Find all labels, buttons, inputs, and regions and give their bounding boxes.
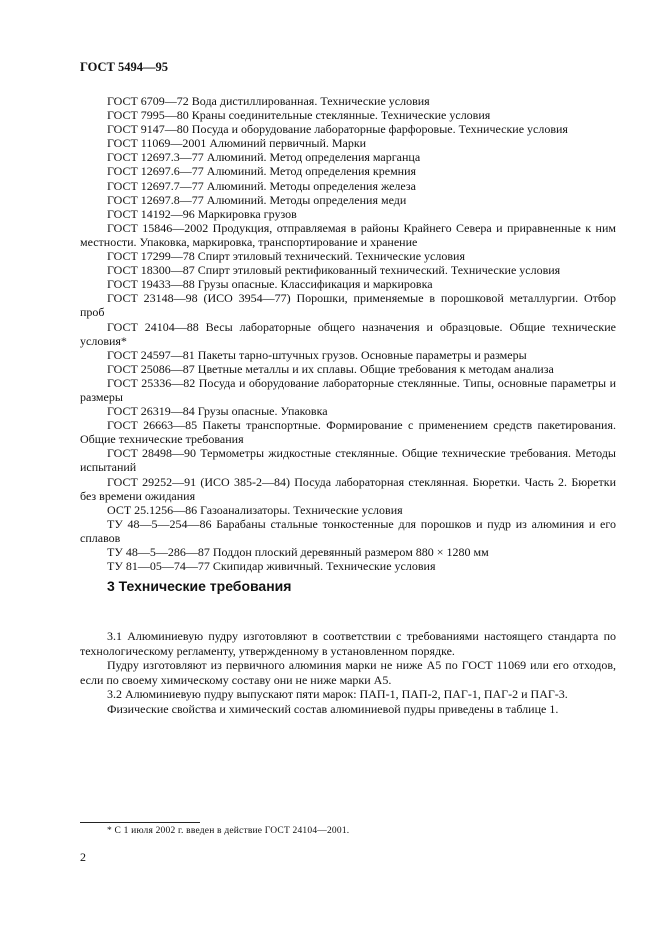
section-body [80, 629, 616, 717]
reference-item: ГОСТ 7995—80 Краны соединительные стеклянные. Технические условия [107, 108, 491, 123]
reference-item: ГОСТ 29252—91 (ИСО 385-2—84) Посуда лабораторная стеклянная. Бюретки. Часть 2. Бюретки без времени ожидания [80, 474, 616, 503]
reference-item: ТУ 48—5—286—87 Поддон плоский деревянный размером 880 × 1280 мм [107, 545, 489, 559]
reference-item: ТУ 48—5—254—86 Барабаны стальные тонкостенные для порошков и пудр из алюминия и его сплавов [80, 516, 616, 545]
document-header: ГОСТ 5494—95 [80, 60, 169, 74]
reference-item: ГОСТ 23148—98 (ИСО 3954—77) Порошки, применяемые в порошковой металлургии. Отбор проб [80, 291, 616, 320]
reference-item: ОСТ 25.1256—86 Газоанализаторы. Технические условия [107, 502, 403, 517]
footnote: * С 1 июля 2002 г. введен в действие ГОСТ 24104—2001. [107, 826, 350, 836]
reference-item: ГОСТ 12697.3—77 Алюминий. Метод определения марганца [107, 150, 421, 165]
paragraph: Пудру изготовляют из первичного алюминия марки не ниже А5 по ГОСТ 11069 или его отходов, если по своему химическому составу они не ниже марки А5. [80, 658, 616, 687]
reference-item: ГОСТ 12697.7—77 Алюминий. Методы определения железа [107, 178, 416, 193]
reference-item: ГОСТ 24104—88 Весы лабораторные общего назначения и образцовые. Общие технические условия* [80, 319, 616, 348]
reference-item: ТУ 81—05—74—77 Скипидар живичный. Технические условия [107, 559, 436, 574]
reference-item: ГОСТ 18300—87 Спирт этиловый ректификованный технический. Технические условия [107, 263, 561, 278]
reference-item: ГОСТ 19433—88 Грузы опасные. Классификация и маркировка [107, 277, 433, 292]
reference-item: ГОСТ 9147—80 Посуда и оборудование лабораторные фарфоровые. Технические условия [107, 122, 568, 137]
reference-item: ГОСТ 24597—81 Пакеты тарно-штучных грузов. Основные параметры и размеры [107, 347, 527, 362]
paragraph: 3.1 Алюминиевую пудру изготовляют в соответствии с требованиями настоящего стандарта по технологическому регламенту, утвержденному в установленном порядке. [80, 629, 616, 658]
section-heading: 3 Технические требования [107, 578, 292, 594]
reference-item: ГОСТ 14192—96 Маркировка грузов [107, 206, 297, 221]
reference-item: ГОСТ 11069—2001 Алюминий первичный. Марки [107, 136, 367, 151]
reference-item: ГОСТ 28498—90 Термометры жидкостные стеклянные. Общие технические требования. Методы испытаний [80, 446, 616, 475]
reference-item: ГОСТ 17299—78 Спирт этиловый технический. Технические условия [107, 249, 465, 264]
paragraph: 3.2 Алюминиевую пудру выпускают пяти марок: ПАП-1, ПАП-2, ПАГ-1, ПАГ-2 и ПАГ-3. [107, 687, 568, 702]
footnote-divider [80, 822, 200, 823]
reference-item: ГОСТ 26663—85 Пакеты транспортные. Формирование с применением средств пакетирования. Общие технические требования [80, 418, 616, 447]
reference-item: ГОСТ 25086—87 Цветные металлы и их сплавы. Общие требования к методам анализа [107, 361, 554, 376]
reference-item: ГОСТ 15846—2002 Продукция, отправляемая в районы Крайнего Севера и приравненные к ним местности. Упаковка, маркировка, транспортирование и хранение [80, 220, 616, 249]
reference-item: ГОСТ 12697.8—77 Алюминий. Методы определения меди [107, 192, 407, 207]
reference-item: ГОСТ 26319—84 Грузы опасные. Упаковка [107, 404, 328, 419]
normative-references [80, 94, 616, 573]
page-number: 2 [80, 850, 86, 864]
reference-item: ГОСТ 6709—72 Вода дистиллированная. Технические условия [107, 94, 430, 108]
reference-item: ГОСТ 12697.6—77 Алюминий. Метод определения кремния [107, 164, 417, 179]
paragraph: Физические свойства и химический состав алюминиевой пудры приведены в таблице 1. [107, 701, 559, 716]
reference-item: ГОСТ 25336—82 Посуда и оборудование лабораторные стеклянные. Типы, основные параметры и размеры [80, 375, 616, 404]
